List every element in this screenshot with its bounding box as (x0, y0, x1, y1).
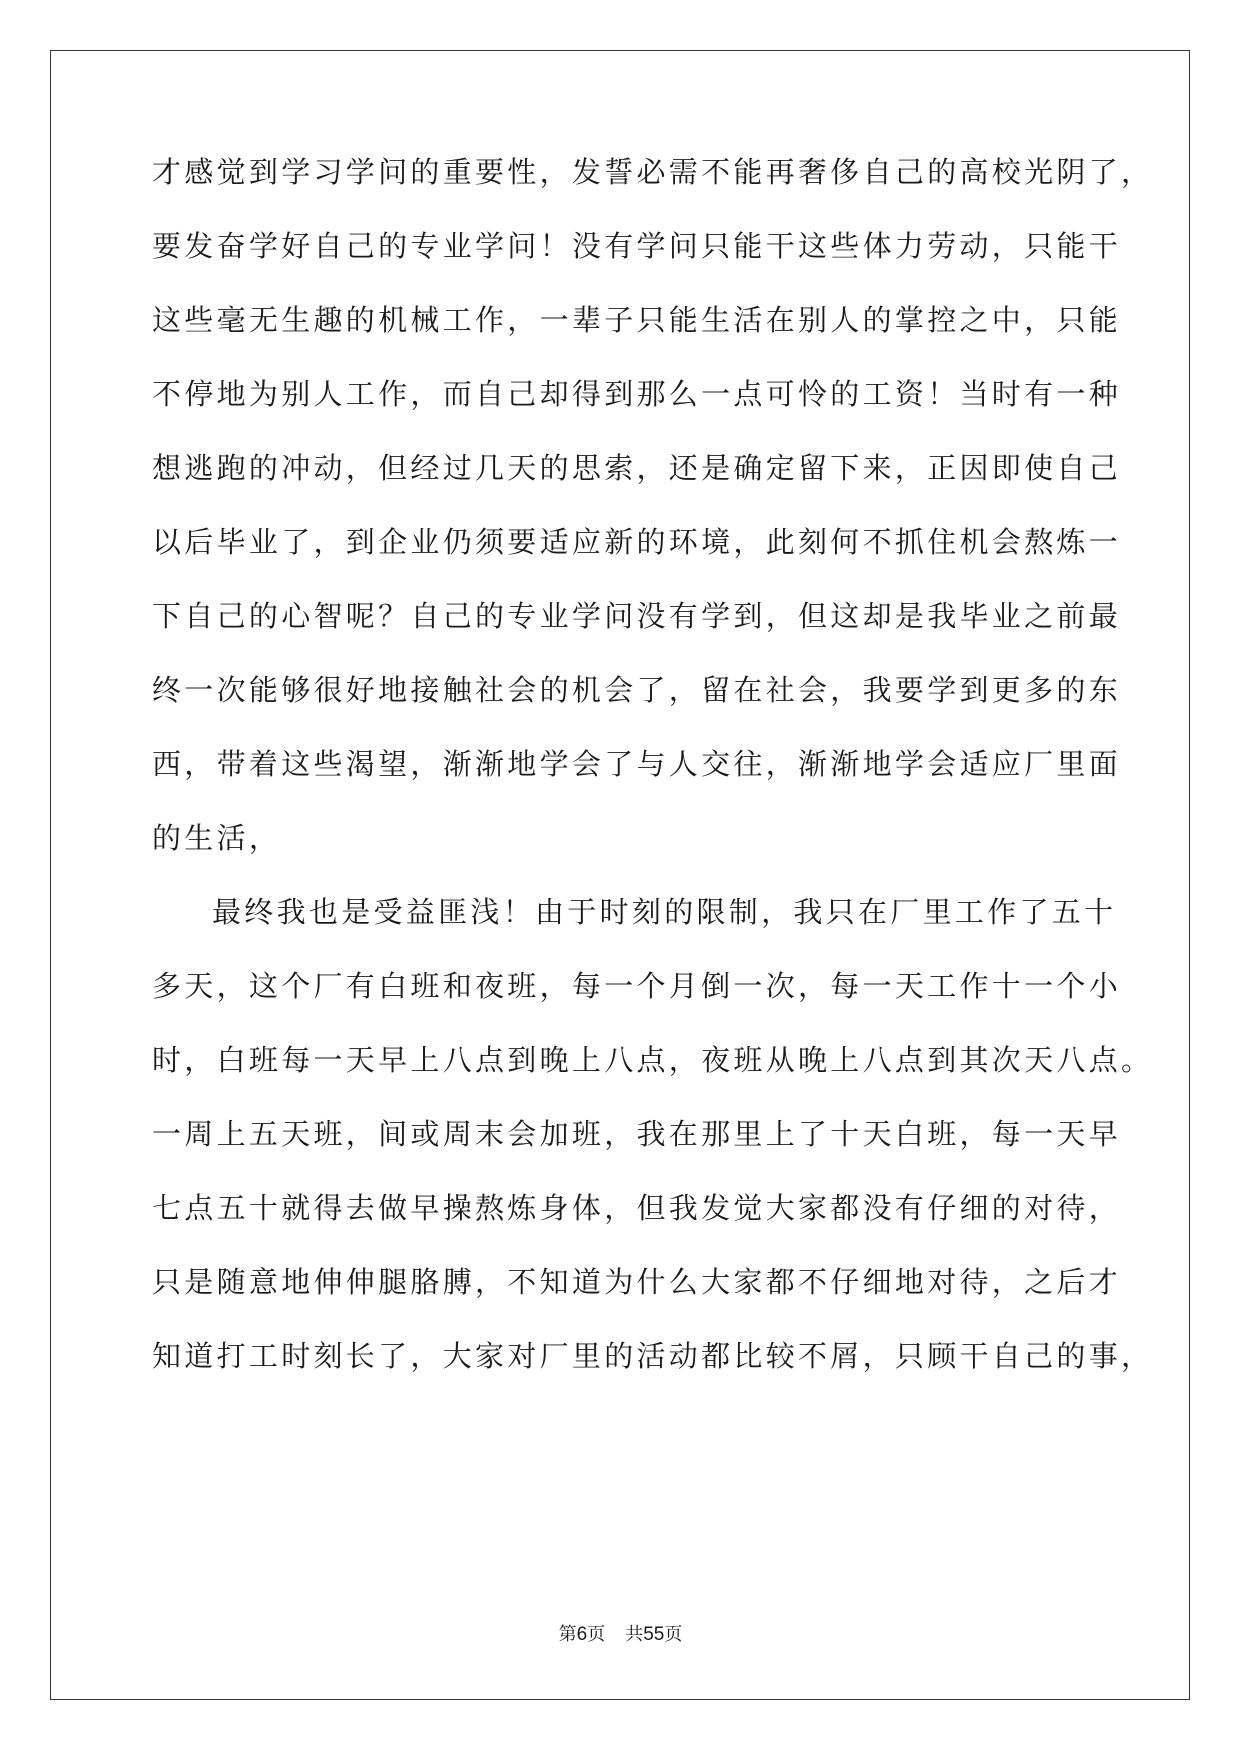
text-line: 一周上五天班，间或周末会加班，我在那里上了十天白班，每一天早 (152, 1117, 1122, 1151)
total-prefix: 共 (625, 1624, 644, 1645)
page-number: 6 (576, 1624, 588, 1645)
text-line: 这些毫无生趣的机械工作，一辈子只能生活在别人的掌控之中，只能 (152, 303, 1122, 337)
text-line: 要发奋学好自己的专业学问！没有学问只能干这些体力劳动，只能干 (152, 229, 1122, 263)
text-line: 不停地为别人工作，而自己却得到那么一点可怜的工资！当时有一种 (152, 377, 1122, 411)
text-line: 的生活， (152, 821, 282, 855)
text-line: 下自己的心智呢？自己的专业学问没有学到，但这却是我毕业之前最 (152, 599, 1122, 633)
text-line: 想逃跑的冲动，但经过几天的思索，还是确定留下来，正因即使自己 (152, 451, 1122, 485)
text-line: 只是随意地伸伸腿胳膊，不知道为什么大家都不仔细地对待，之后才 (152, 1265, 1122, 1299)
page-suffix: 页 (587, 1624, 606, 1645)
text-line: 七点五十就得去做早操熬炼身体，但我发觉大家都没有仔细的对待， (152, 1191, 1122, 1225)
page-total: 55 (643, 1624, 665, 1645)
text-line: 时，白班每一天早上八点到晚上八点，夜班从晚上八点到其次天八点。 (152, 1043, 1154, 1077)
page-prefix: 第 (558, 1624, 577, 1645)
text-line: 以后毕业了，到企业仍须要适应新的环境，此刻何不抓住机会熬炼一 (152, 525, 1122, 559)
total-suffix: 页 (664, 1624, 683, 1645)
page-footer (0, 1620, 1241, 1646)
text-line: 知道打工时刻长了，大家对厂里的活动都比较不屑，只顾干自己的事， (152, 1339, 1154, 1373)
text-line: 多天，这个厂有白班和夜班，每一个月倒一次，每一天工作十一个小 (152, 969, 1122, 1003)
page-border (50, 50, 1190, 1700)
text-line: 西，带着这些渴望，渐渐地学会了与人交往，渐渐地学会适应厂里面 (152, 747, 1122, 781)
text-line: 才感觉到学习学问的重要性，发誓必需不能再奢侈自己的高校光阴了， (152, 155, 1154, 189)
paragraph-start-line: 最终我也是受益匪浅！由于时刻的限制，我只在厂里工作了五十 (212, 895, 1117, 929)
text-line: 终一次能够很好地接触社会的机会了，留在社会，我要学到更多的东 (152, 673, 1122, 707)
